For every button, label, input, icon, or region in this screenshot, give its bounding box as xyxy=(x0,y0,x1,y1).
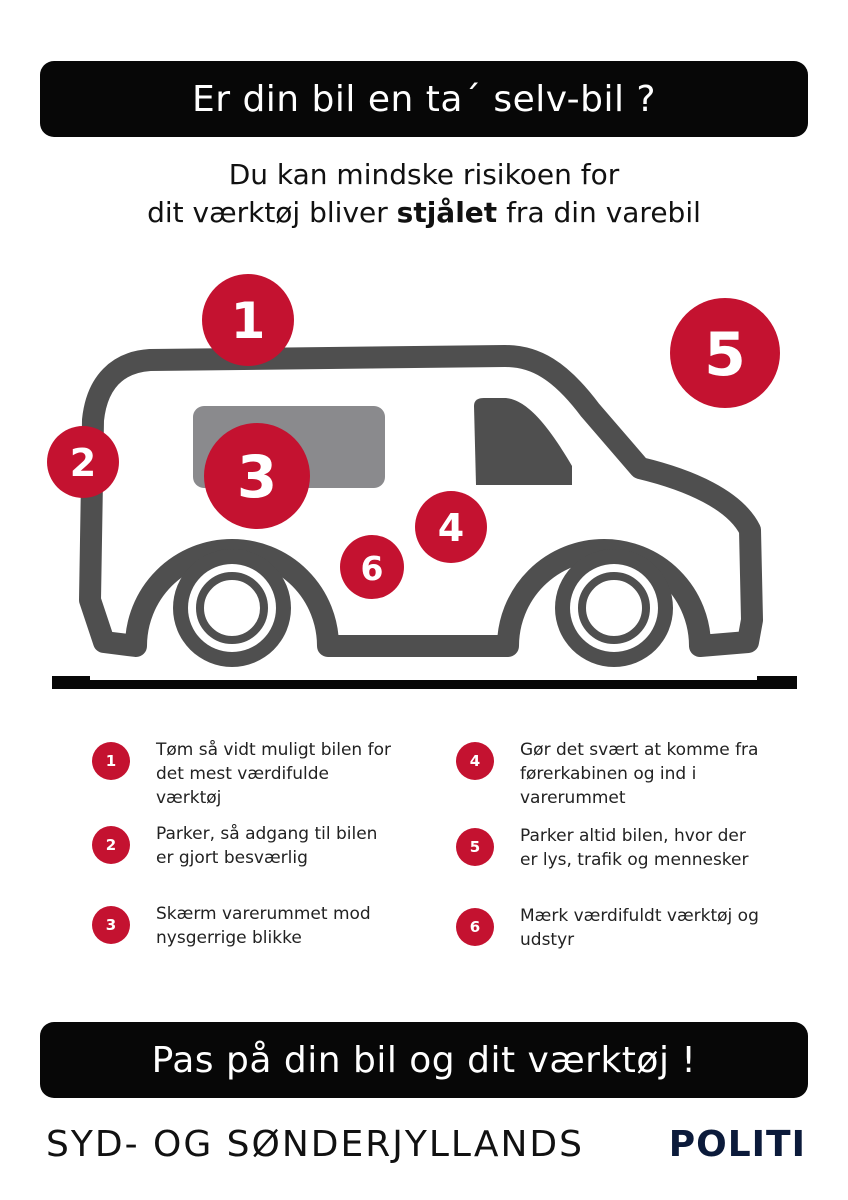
title-banner xyxy=(40,61,808,137)
van-marker-6-label: 6 xyxy=(360,549,384,588)
ground-line-right-cap xyxy=(757,676,797,689)
tip-5 xyxy=(456,824,760,872)
tip-4-number: 4 xyxy=(456,742,494,780)
tip-3-text: Skærm varerummet mod nysgerrige blikke xyxy=(156,904,371,948)
footer-banner xyxy=(40,1022,808,1098)
tip-4 xyxy=(456,738,760,810)
subtitle-emphasis: stjålet xyxy=(396,196,498,229)
rear-wheel-hub xyxy=(200,576,264,640)
subtitle-line-2 xyxy=(0,194,848,232)
subtitle-line-2-pre: dit værktøj bliver xyxy=(147,196,397,229)
footer xyxy=(46,1116,806,1172)
van-marker-4-label: 4 xyxy=(437,506,465,550)
tip-5-number: 5 xyxy=(456,828,494,866)
page-title: Er din bil en ta´ selv-bil ? xyxy=(191,78,657,120)
tip-1 xyxy=(92,738,396,810)
van-illustration xyxy=(0,270,848,700)
subtitle-line-2-post: fra din varebil xyxy=(497,196,701,229)
tip-6-number: 6 xyxy=(456,908,494,946)
tip-2 xyxy=(92,822,396,870)
footer-region: SYD- OG SØNDERJYLLANDS xyxy=(46,1123,584,1165)
footer-banner-text: Pas på din bil og dit værktøj ! xyxy=(151,1039,697,1081)
van-marker-5-label: 5 xyxy=(704,320,746,390)
subtitle xyxy=(0,156,848,232)
tip-6-text: Mærk værdifuldt værktøj og udstyr xyxy=(520,906,759,950)
van-marker-2-label: 2 xyxy=(69,441,97,485)
van-marker-6 xyxy=(340,535,404,599)
tip-2-text: Parker, så adgang til bilen er gjort besværlig xyxy=(156,824,378,868)
tip-1-text: Tøm så vidt muligt bilen for det mest værdifulde værktøj xyxy=(156,740,391,808)
tip-4-text: Gør det svært at komme fra førerkabinen og ind i varerummet xyxy=(520,740,759,808)
politi-logo: POLITI xyxy=(668,1123,806,1165)
tip-2-number: 2 xyxy=(92,826,130,864)
ground-line-left-cap xyxy=(52,676,90,689)
van-marker-3 xyxy=(204,423,310,529)
van-marker-1-label: 1 xyxy=(230,292,266,350)
van-marker-3-label: 3 xyxy=(236,443,278,511)
van-marker-4 xyxy=(415,491,487,563)
van-marker-1 xyxy=(202,274,294,366)
ground-line xyxy=(52,680,797,689)
tip-1-number: 1 xyxy=(92,742,130,780)
front-wheel-hub xyxy=(582,576,646,640)
tip-5-text: Parker altid bilen, hvor der er lys, trafik og mennesker xyxy=(520,826,749,870)
subtitle-line-1: Du kan mindske risikoen for xyxy=(228,158,620,191)
tip-3-number: 3 xyxy=(92,906,130,944)
tip-3 xyxy=(92,902,396,950)
van-marker-5 xyxy=(670,298,780,408)
tip-6 xyxy=(456,904,760,952)
van-marker-2 xyxy=(47,426,119,498)
